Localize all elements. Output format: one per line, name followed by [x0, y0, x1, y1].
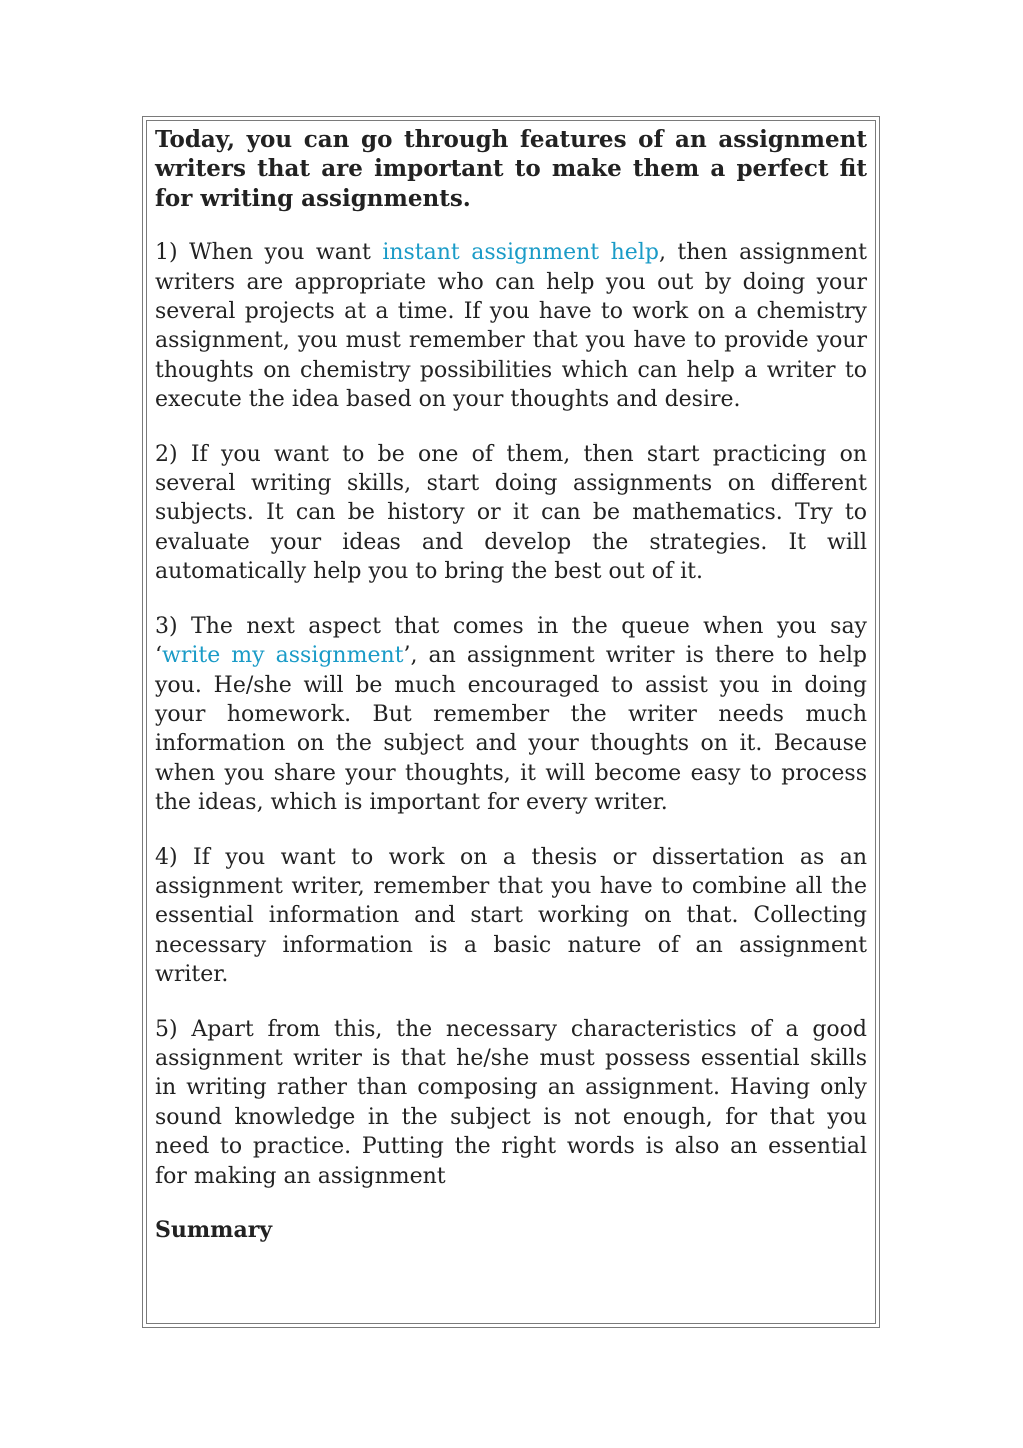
document-body [155, 125, 867, 1245]
instant-assignment-help-link[interactable]: instant assignment help [382, 240, 659, 266]
summary-heading: Summary [155, 1217, 273, 1243]
document-frame-inner [146, 120, 876, 1324]
paragraph-1 [155, 238, 867, 414]
paragraph-4: 4) If you want to work on a thesis or dissertation as an assignment writer, remember that you have to combine all the essential information and start working on that. Collecting necessary information is a basic nature of an assignment writer. [155, 844, 867, 988]
paragraph-3-text-before: 3) The next aspect that comes in the queue when you say ‘ [155, 613, 867, 669]
paragraph-3-text-after: ’, an assignment writer is there to help you. He/she will be much encouraged to assist you in doing your homework. But remember the writer needs much information on the subject and your thoughts on it. Because when you share your thoughts, it will become easy to process the ideas, which is important for every writer. [155, 643, 867, 816]
write-my-assignment-link[interactable]: write my assignment [162, 643, 404, 669]
document-frame [142, 116, 880, 1328]
paragraph-5: 5) Apart from this, the necessary characteristics of a good assignment writer is that he/she must possess essential skills in writing rather than composing an assignment. Having only sound knowledge in the subject is not enough, for that you need to practice. Putting the right words is also an essential for making an assignment [155, 1016, 867, 1189]
paragraph-1-text-before: 1) When you want [155, 240, 383, 266]
paragraph-3 [155, 612, 867, 818]
paragraph-2: 2) If you want to be one of them, then start practicing on several writing skills, start doing assignments on different subjects. It can be history or it can be mathematics. Try to evaluate your ideas and develop the strategies. It will automatically help you to bring the best out of it. [155, 441, 867, 585]
intro-heading: Today, you can go through features of an assignment writers that are important to make them a perfect fit for writing assignments. [155, 126, 867, 212]
paragraph-1-text-after: , then assignment writers are appropriate who can help you out by doing your several projects at a time. If you have to work on a chemistry assignment, you must remember that you have to provide your thoughts on chemistry possibilities which can help a writer to execute the idea based on your thoughts and desire. [155, 240, 867, 413]
